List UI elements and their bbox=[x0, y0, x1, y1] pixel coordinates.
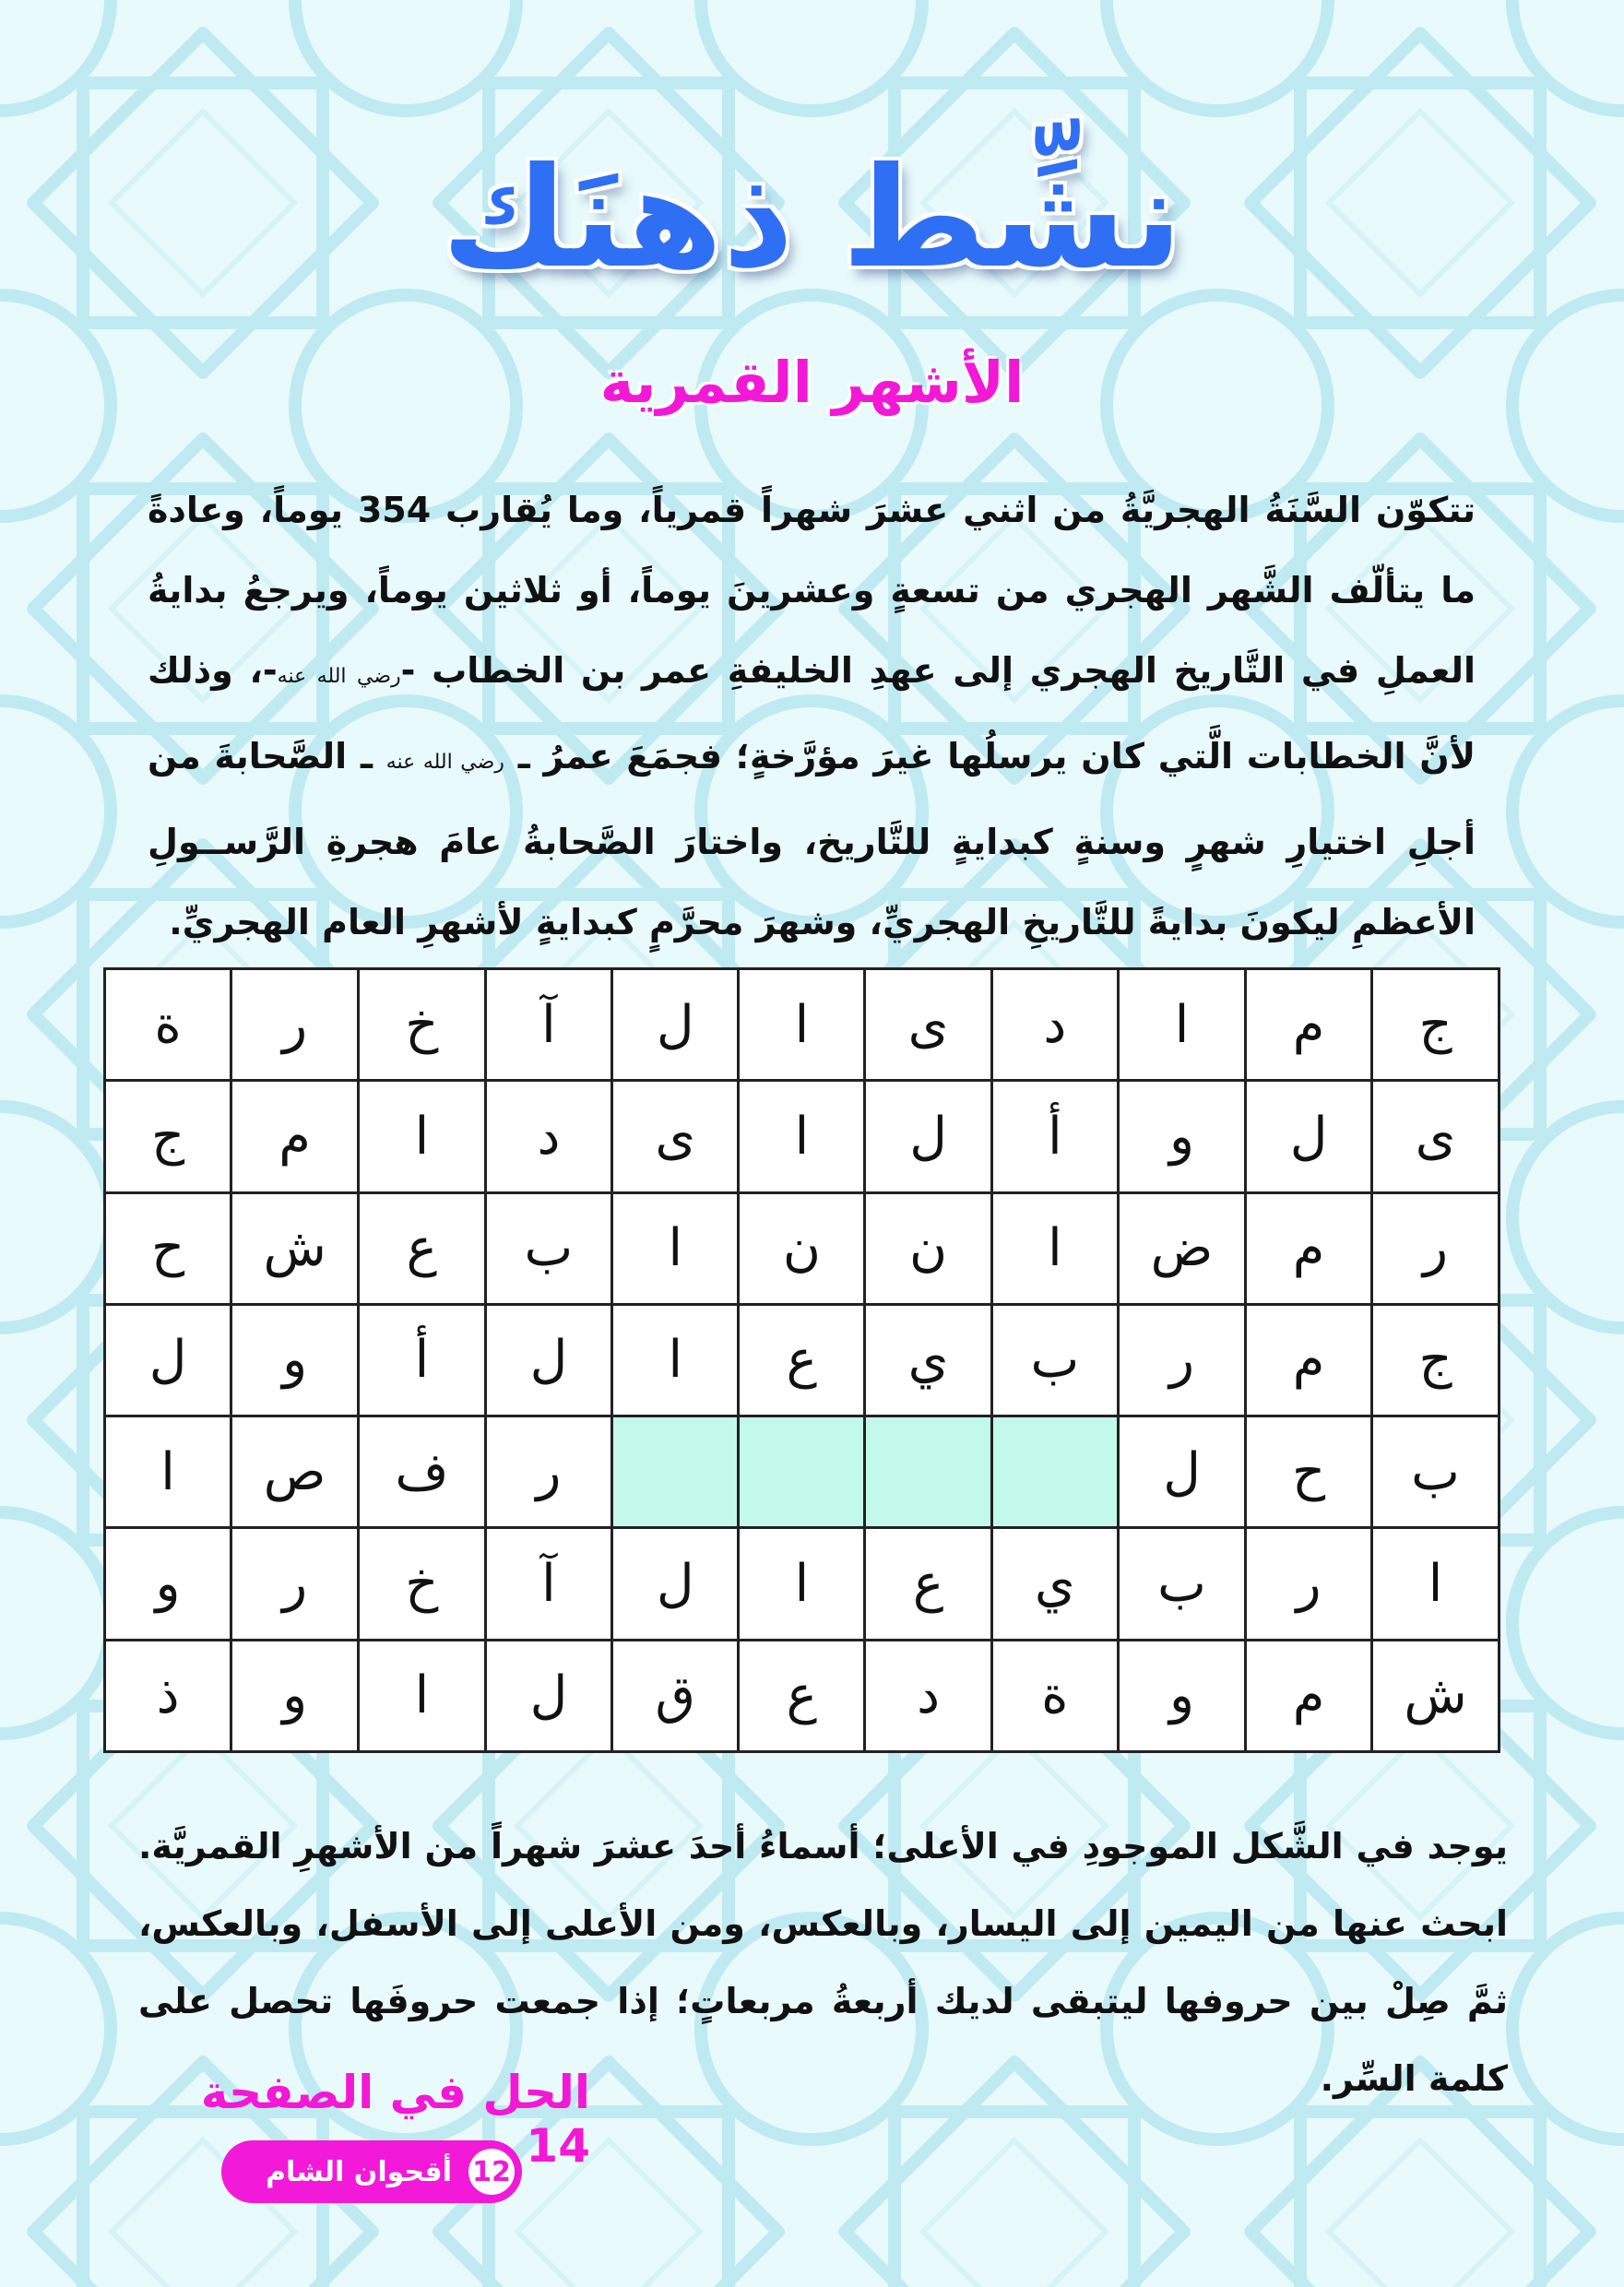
grid-cell[interactable]: أ bbox=[359, 1304, 486, 1416]
grid-cell[interactable]: آ bbox=[485, 969, 611, 1081]
grid-cell[interactable]: ج bbox=[1372, 1304, 1500, 1416]
grid-cell[interactable]: د bbox=[991, 969, 1118, 1081]
page-title: نشِّط ذهنَك bbox=[441, 138, 1183, 299]
grid-cell[interactable]: ة bbox=[991, 1640, 1118, 1751]
grid-cell[interactable]: ص bbox=[231, 1416, 359, 1528]
grid-cell[interactable]: و bbox=[1119, 1640, 1246, 1751]
instructions: يوجد في الشَّكل الموجودِ في الأعلى؛ أسماءُ أحدَ عشرَ شهراً من الأشهرِ القمريَّة. ابحث عنها من اليمين إلى اليسار، وبالعكس، ومن الأعلى إلى الأسفل، وبالعكس، ثمَّ صِلْ بين حروفها ليتبقى لديك أربعةُ مربعاتٍ؛ إذا جمعت حروفَها تحصل على كلمة السِّر. bbox=[138, 1826, 1508, 2099]
solution-note: الحل في الصفحة 14 bbox=[200, 2066, 590, 2173]
grid-cell[interactable]: ل bbox=[612, 969, 739, 1081]
grid-cell[interactable]: ض bbox=[1119, 1192, 1246, 1304]
grid-cell[interactable]: ر bbox=[231, 1528, 359, 1640]
word-search-grid bbox=[103, 967, 1500, 1753]
grid-cell[interactable]: ا bbox=[739, 1528, 865, 1640]
grid-cell[interactable]: ي bbox=[865, 1304, 991, 1416]
grid-cell[interactable]: ا bbox=[739, 969, 865, 1081]
page-subtitle: الأشهر القمرية bbox=[599, 349, 1025, 416]
grid-row bbox=[105, 1416, 1500, 1528]
grid-cell[interactable]: م bbox=[1245, 1192, 1371, 1304]
grid-cell[interactable]: ش bbox=[1372, 1640, 1500, 1751]
publication-name: أقحوان الشام bbox=[265, 2155, 452, 2188]
grid-cell[interactable]: ج bbox=[105, 1081, 231, 1192]
grid-cell[interactable]: آ bbox=[485, 1528, 611, 1640]
grid-cell-highlighted[interactable] bbox=[612, 1416, 739, 1528]
intro-text-3: ـ الصَّحابةَ من أجلِ اختيارِ شهرٍ وسنةٍ كبدايةٍ للتَّاريخ، واختارَ الصَّحابةُ عامَ هجرةِ الرَّســولِ الأعظمِ ليكونَ بدايةً للتَّاريخِ الهجريِّ، وشهرَ محرَّمٍ كبدايةٍ لأشهرِ العام الهجريِّ. bbox=[148, 736, 1476, 942]
grid-cell[interactable]: ر bbox=[1372, 1192, 1500, 1304]
grid-cell[interactable]: ب bbox=[1119, 1528, 1246, 1640]
grid-cell[interactable]: ل bbox=[485, 1640, 611, 1751]
grid-cell[interactable]: ب bbox=[1372, 1416, 1500, 1528]
grid-cell[interactable]: د bbox=[865, 1640, 991, 1751]
grid-cell[interactable]: ق bbox=[612, 1640, 739, 1751]
grid-cell[interactable]: و bbox=[231, 1304, 359, 1416]
honorific-2: رضي الله عنه bbox=[385, 751, 504, 774]
grid-cell[interactable]: و bbox=[231, 1640, 359, 1751]
grid-cell[interactable]: خ bbox=[359, 969, 486, 1081]
grid-row bbox=[105, 1528, 1500, 1640]
grid-cell[interactable]: ع bbox=[739, 1640, 865, 1751]
grid-cell[interactable]: م bbox=[1245, 1304, 1371, 1416]
grid-cell[interactable]: ل bbox=[612, 1528, 739, 1640]
grid-cell[interactable]: ذ bbox=[105, 1640, 231, 1751]
grid-cell[interactable]: ا bbox=[1372, 1528, 1500, 1640]
grid-cell[interactable]: ب bbox=[991, 1304, 1118, 1416]
grid-cell[interactable]: أ bbox=[991, 1081, 1118, 1192]
grid-cell[interactable]: ش bbox=[231, 1192, 359, 1304]
grid-cell[interactable]: ا bbox=[105, 1416, 231, 1528]
honorific-1: رضي الله عنه bbox=[277, 665, 401, 688]
grid-row bbox=[105, 1081, 1500, 1192]
grid-cell[interactable]: ى bbox=[865, 969, 991, 1081]
grid-cell[interactable]: ح bbox=[1245, 1416, 1371, 1528]
grid-cell[interactable]: ا bbox=[739, 1081, 865, 1192]
grid-row bbox=[105, 1304, 1500, 1416]
grid-cell-highlighted[interactable] bbox=[991, 1416, 1118, 1528]
grid-cell-highlighted[interactable] bbox=[739, 1416, 865, 1528]
grid-cell[interactable]: ب bbox=[485, 1192, 611, 1304]
footer-badge bbox=[221, 2140, 522, 2203]
grid-cell[interactable]: ع bbox=[739, 1304, 865, 1416]
grid-cell[interactable]: د bbox=[485, 1081, 611, 1192]
grid-cell[interactable]: ن bbox=[865, 1192, 991, 1304]
intro-text-1: تتكوّن السَّنَةُ الهجريَّةُ من اثني عشرَ شهراً قمرياً، وما يُقارب 354 يوماً، وعادةً ما يتألّف الشَّهر الهجري من تسعةٍ وعشرينَ يوماً، أو ثلاثين يوماً، ويرجعُ بدايةُ العملِ في التَّاريخ الهجري إلى عهدِ الخليفةِ عمر بن الخطاب - bbox=[148, 490, 1476, 691]
grid-cell[interactable]: ح bbox=[105, 1192, 231, 1304]
grid-cell[interactable]: خ bbox=[359, 1528, 486, 1640]
grid-cell[interactable]: ر bbox=[1245, 1528, 1371, 1640]
intro-text-2: -، وذلك لأنَّ الخطابات الَّتي كان يرسلُها غيرَ مؤرَّخةٍ؛ فجمَعَ عمرُ ـ bbox=[148, 650, 1476, 776]
grid-cell[interactable]: ى bbox=[1372, 1081, 1500, 1192]
grid-cell[interactable]: ا bbox=[359, 1640, 486, 1751]
grid-cell[interactable]: ع bbox=[359, 1192, 486, 1304]
grid-cell[interactable]: ج bbox=[1372, 969, 1500, 1081]
grid-cell[interactable]: ة bbox=[105, 969, 231, 1081]
grid-cell[interactable]: و bbox=[105, 1528, 231, 1640]
grid-row bbox=[105, 1192, 1500, 1304]
grid-row bbox=[105, 969, 1500, 1081]
grid-cell[interactable]: ي bbox=[991, 1528, 1118, 1640]
grid-cell[interactable]: م bbox=[1245, 1640, 1371, 1751]
intro-paragraph bbox=[148, 470, 1476, 963]
grid-cell[interactable]: ل bbox=[1245, 1081, 1371, 1192]
grid-cell[interactable]: ف bbox=[359, 1416, 486, 1528]
page-number: 12 bbox=[468, 2149, 515, 2195]
grid-cell[interactable]: ل bbox=[105, 1304, 231, 1416]
grid-cell[interactable]: م bbox=[1245, 969, 1371, 1081]
grid-cell[interactable]: ل bbox=[865, 1081, 991, 1192]
grid-cell[interactable]: ا bbox=[612, 1192, 739, 1304]
grid-cell[interactable]: ر bbox=[231, 969, 359, 1081]
grid-cell[interactable]: ا bbox=[359, 1081, 486, 1192]
grid-cell[interactable]: ر bbox=[1119, 1304, 1246, 1416]
grid-cell[interactable]: و bbox=[1119, 1081, 1246, 1192]
grid-cell[interactable]: ا bbox=[991, 1192, 1118, 1304]
grid-cell[interactable]: ل bbox=[1119, 1416, 1246, 1528]
grid-cell[interactable]: ا bbox=[1119, 969, 1246, 1081]
grid-cell[interactable]: ل bbox=[485, 1304, 611, 1416]
grid-cell[interactable]: م bbox=[231, 1081, 359, 1192]
grid-cell[interactable]: ن bbox=[739, 1192, 865, 1304]
grid-cell[interactable]: ع bbox=[865, 1528, 991, 1640]
grid-cell[interactable]: ا bbox=[612, 1304, 739, 1416]
grid-cell[interactable]: ى bbox=[612, 1081, 739, 1192]
grid-cell-highlighted[interactable] bbox=[865, 1416, 991, 1528]
grid-cell[interactable]: ر bbox=[485, 1416, 611, 1528]
grid-row bbox=[105, 1640, 1500, 1751]
